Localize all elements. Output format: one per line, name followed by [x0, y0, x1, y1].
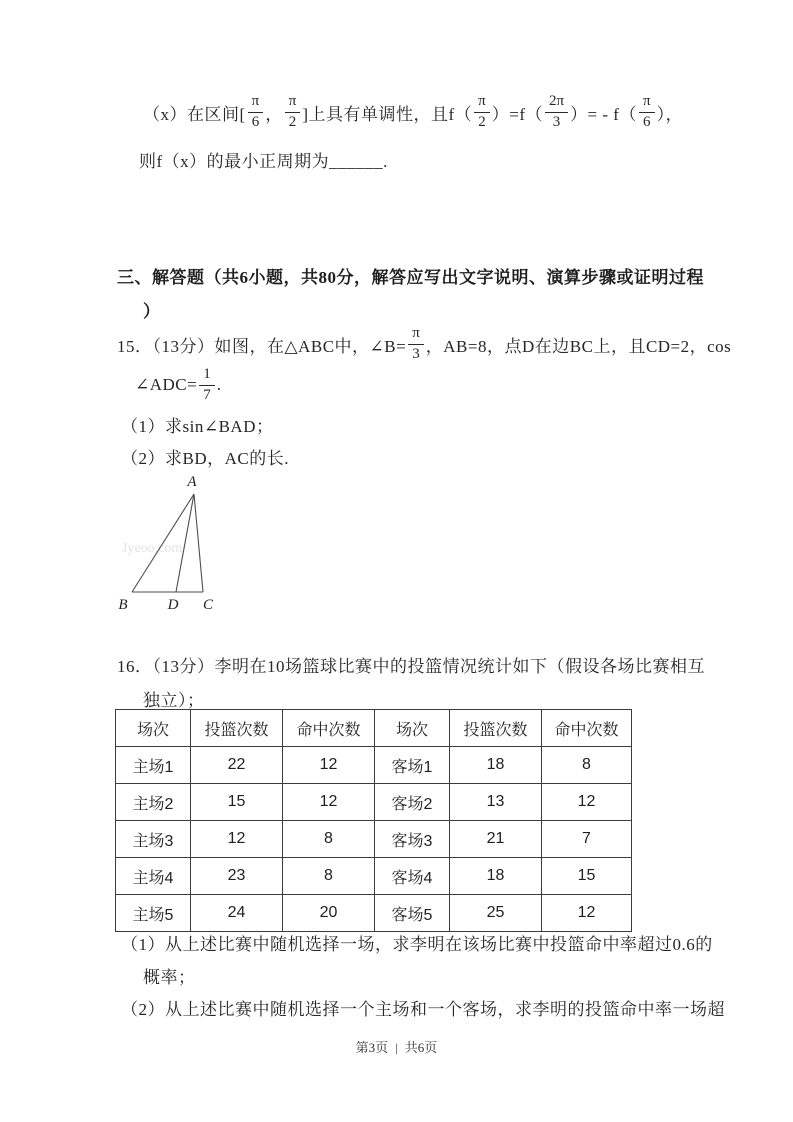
vertex-label-d: D	[167, 597, 179, 613]
section-header-close-paren: ）	[143, 302, 161, 321]
table-cell: 客场4	[375, 858, 450, 895]
q16-part1-line2: 概率；	[143, 968, 196, 987]
text-segment: .	[216, 375, 222, 394]
table-row	[116, 784, 632, 821]
table-header-row	[116, 710, 632, 747]
table-cell: 13	[450, 784, 542, 821]
text-segment: ）= - f（	[570, 104, 637, 124]
table-cell: 22	[191, 747, 283, 784]
fraction-denominator: 7	[203, 386, 211, 403]
table-cell: 客场5	[375, 895, 450, 932]
fraction-denominator: 3	[412, 345, 420, 362]
table-cell: 主场2	[116, 784, 191, 821]
footer-total-pages: 共6页	[404, 1040, 438, 1055]
table-cell: 主场5	[116, 895, 191, 932]
q16-stem-line1: 16．（13分）李明在10场篮球比赛中的投篮情况统计如下（假设各场比赛相互	[117, 657, 705, 676]
fraction	[248, 93, 264, 131]
watermark: Jyeoo.com	[122, 541, 183, 556]
q16-part1-line1: （1）从上述比赛中随机选择一场，求李明在该场比赛中投篮命中率超过0.6的	[121, 935, 713, 954]
column-header: 投篮次数	[450, 710, 542, 747]
text-segment: 15．（13分）如图，在△ABC中，∠B=	[117, 336, 407, 356]
vertex-label-b: B	[118, 597, 128, 613]
fraction-denominator: 6	[643, 113, 651, 130]
fraction-denominator: 6	[251, 113, 260, 130]
column-header: 命中次数	[542, 710, 632, 747]
column-header: 投篮次数	[191, 710, 283, 747]
page-footer	[0, 1037, 793, 1056]
table-cell: 8	[283, 821, 375, 858]
table-cell: 8	[283, 858, 375, 895]
column-header: 命中次数	[283, 710, 375, 747]
table-cell: 23	[191, 858, 283, 895]
table-cell: 客场3	[375, 821, 450, 858]
table-cell: 8	[542, 747, 632, 784]
table-cell: 18	[450, 858, 542, 895]
q15-part1: （1）求sin∠BAD；	[121, 417, 274, 436]
text-segment: （x）在区间[	[143, 104, 246, 124]
table-row	[116, 747, 632, 784]
fraction	[639, 93, 655, 131]
table-row	[116, 895, 632, 932]
column-header: 场次	[116, 710, 191, 747]
text-segment: ]上具有单调性，且f（	[302, 104, 473, 124]
text-segment: ∠ADC=	[135, 375, 198, 394]
triangle-svg	[108, 470, 248, 615]
text-segment: ，AB=8，点D在边BC上，且CD=2，cos	[425, 336, 732, 356]
table-row	[116, 821, 632, 858]
table-cell: 12	[283, 784, 375, 821]
column-header: 场次	[375, 710, 450, 747]
table-cell: 主场3	[116, 821, 191, 858]
q15-stem-line2	[135, 362, 221, 408]
fraction-numerator: π	[285, 93, 301, 112]
q16-part2-line1: （2）从上述比赛中随机选择一个主场和一个客场，求李明的投篮命中率一场超	[121, 1000, 725, 1019]
table-cell: 21	[450, 821, 542, 858]
q16-stem-line2: 独立）；	[143, 691, 205, 710]
fraction	[285, 93, 301, 131]
fraction-numerator: π	[474, 93, 490, 112]
vertex-label-a: A	[187, 474, 197, 490]
table-cell: 客场2	[375, 784, 450, 821]
fraction-numerator: π	[408, 325, 424, 344]
fraction	[408, 325, 424, 363]
shooting-stats-table	[115, 709, 632, 932]
table-cell: 18	[450, 747, 542, 784]
fraction-numerator: π	[639, 93, 655, 112]
table-cell: 12	[542, 784, 632, 821]
footer-page-number: 第3页	[355, 1040, 389, 1055]
vertex-label-c: C	[202, 597, 214, 613]
q14-condition-line	[143, 87, 683, 137]
table-cell: 25	[450, 895, 542, 932]
fraction-numerator: 2π	[545, 93, 568, 112]
table-cell: 24	[191, 895, 283, 932]
table-cell: 12	[191, 821, 283, 858]
table-cell: 7	[542, 821, 632, 858]
table-cell: 15	[191, 784, 283, 821]
table-cell: 12	[283, 747, 375, 784]
fraction-numerator: 1	[199, 366, 215, 385]
fraction-denominator: 2	[478, 113, 486, 130]
fraction	[545, 93, 568, 131]
table-cell: 主场4	[116, 858, 191, 895]
fraction-denominator: 2	[288, 113, 297, 130]
table-cell: 主场1	[116, 747, 191, 784]
fraction	[199, 366, 215, 404]
footer-separator: |	[395, 1040, 398, 1055]
q14-answer-blank-line: 则f（x）的最小正周期为______.	[139, 152, 388, 171]
section-header: 三、解答题（共6小题，共80分，解答应写出文字说明、演算步骤或证明过程	[117, 268, 704, 287]
table-row	[116, 858, 632, 895]
text-segment: ，	[265, 104, 283, 124]
table-cell: 客场1	[375, 747, 450, 784]
text-segment: ），	[656, 104, 684, 124]
fraction-denominator: 3	[552, 113, 561, 130]
table-cell: 15	[542, 858, 632, 895]
text-segment: ）=f（	[491, 104, 543, 124]
table-cell: 12	[542, 895, 632, 932]
table-cell: 20	[283, 895, 375, 932]
q15-stem-line1	[117, 321, 731, 367]
q15-part2: （2）求BD，AC的长.	[121, 449, 289, 468]
fraction	[474, 93, 490, 131]
triangle-figure	[108, 470, 248, 620]
table-body	[116, 747, 632, 932]
fraction-numerator: π	[248, 93, 264, 112]
